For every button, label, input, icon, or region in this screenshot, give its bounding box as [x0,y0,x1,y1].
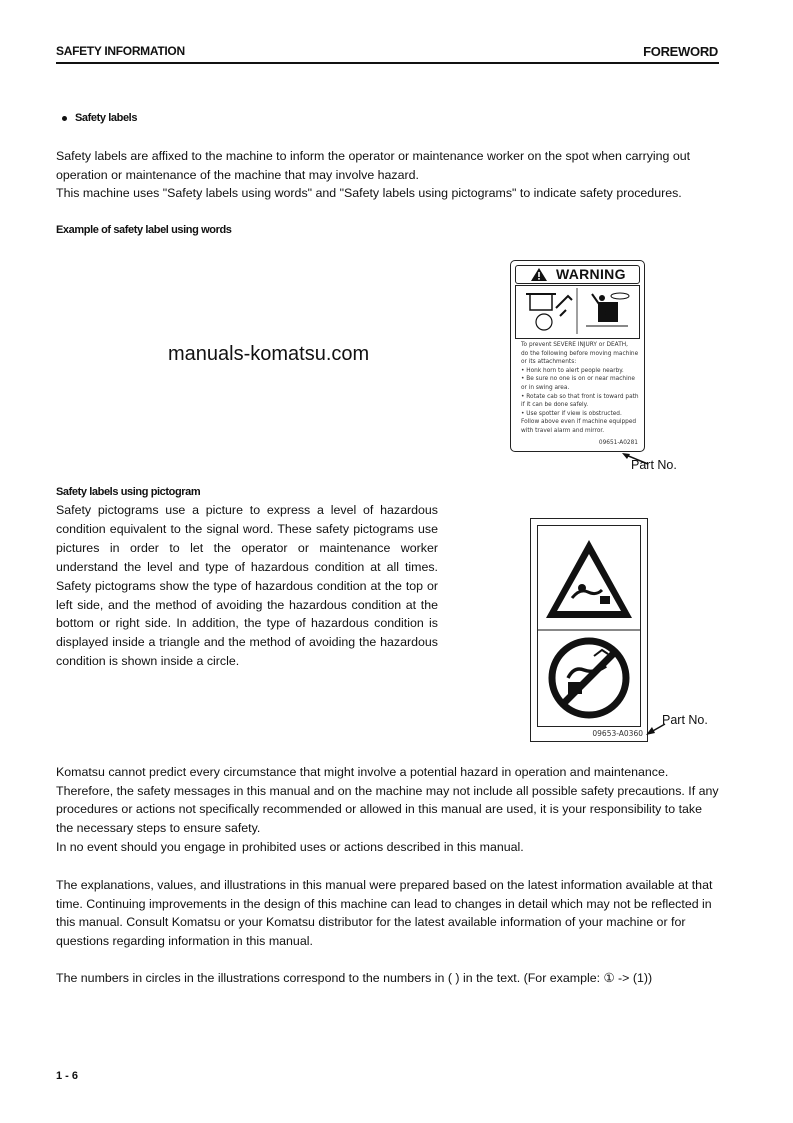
warning-line: or its attachments: [521,359,577,366]
warning-line: with travel alarm and mirror. [521,427,605,434]
words-label-heading: Example of safety label using words [56,224,232,236]
warning-line: To prevent SEVERE INJURY or DEATH, [521,342,628,348]
warning-line: • Use spotter if view is obstructed. [521,410,622,417]
warning-hazard-picture-area [515,285,640,339]
watermark: manuals-komatsu.com [168,343,370,365]
warning-line: • Honk horn to alert people nearby. [521,367,624,374]
bullet-icon [62,116,67,121]
page-number: 1 - 6 [56,1070,79,1082]
warning-label [510,260,645,452]
pictogram-label [530,518,648,742]
bullet-heading [62,112,137,124]
komatsu-paragraph: Komatsu cannot predict every circumstance that might involve a potential hazard in operation and maintenance. Therefore, the safety messages in this manual and on the machine may not include all possible safety precautions. If any procedures or actions not specifically recommended or allowed in this manual are used, it is your responsibility to take the necessary steps to ensure safety. [56,765,719,835]
warning-line: • Be sure no one is on or near machine [521,376,635,383]
header-rule [56,62,719,64]
warning-line: • Rotate cab so that front is toward path [521,393,639,400]
prohibited-uses-paragraph: In no event should you engage in prohibited uses or actions described in this manual. [56,840,524,854]
hazard-triangle-icon [538,526,640,634]
warning-triangle-icon [530,267,548,282]
part-no-label: Part No. [631,458,677,472]
part-no-label: Part No. [662,713,708,727]
prohibition-circle-icon [538,634,640,726]
header-chapter-title: FOREWORD [643,44,718,59]
intro-paragraph-1: Safety labels are affixed to the machine to inform the operator or maintenance worker on the spot when carrying out operation or maintenance of the machine that may involve hazard. [56,149,691,182]
machine-hazard-icon [516,286,637,336]
warning-line: Follow above even if machine equipped [521,419,637,426]
warning-text-block [521,341,639,436]
warning-line: do the following before moving machine [521,350,639,357]
header-section-title: SAFETY INFORMATION [56,44,185,58]
pictogram-paragraph: Safety pictograms use a picture to express a level of hazardous condition equivalent to the signal word. These safety pictograms use pictures in order to let the operator or maintenance worker understand the level and type of hazardous condition at all times. Safety pictograms show the type of hazardous condition at the top or left side, and the method of avoiding the hazardous condition at the bottom or right side. In addition, the type of hazardous condition is displayed inside a triangle and the method of avoiding the hazardous condition is shown inside a circle. [56,503,438,669]
pictogram-part-code: 09653-A0360 [592,729,643,739]
pictogram-heading: Safety labels using pictogram [56,486,201,498]
warning-part-code: 09651-A0281 [598,440,638,447]
warning-line: if it can be done safely. [521,402,589,409]
warning-signal-word: WARNING [556,266,626,282]
circled-numbers-paragraph: The numbers in circles in the illustrations correspond to the numbers in ( ) in the text. (For example: ① -> (1)) [56,971,653,985]
warning-header [515,265,640,284]
pictogram-frame [537,525,641,727]
bullet-heading-text: Safety labels [75,112,138,124]
warning-line: or in swing area. [521,384,570,391]
explanations-paragraph: The explanations, values, and illustrations in this manual were prepared based on the latest information available at that time. Continuing improvements in the design of this machine can lead to changes in detail which may not be reflected in this manual. Consult Komatsu or your Komatsu distributor for the latest available information of your machine or for questions regarding information in this manual. [56,878,713,948]
intro-paragraph-2: This machine uses "Safety labels using words" and "Safety labels using pictograms" to indicate safety procedures. [56,186,682,200]
